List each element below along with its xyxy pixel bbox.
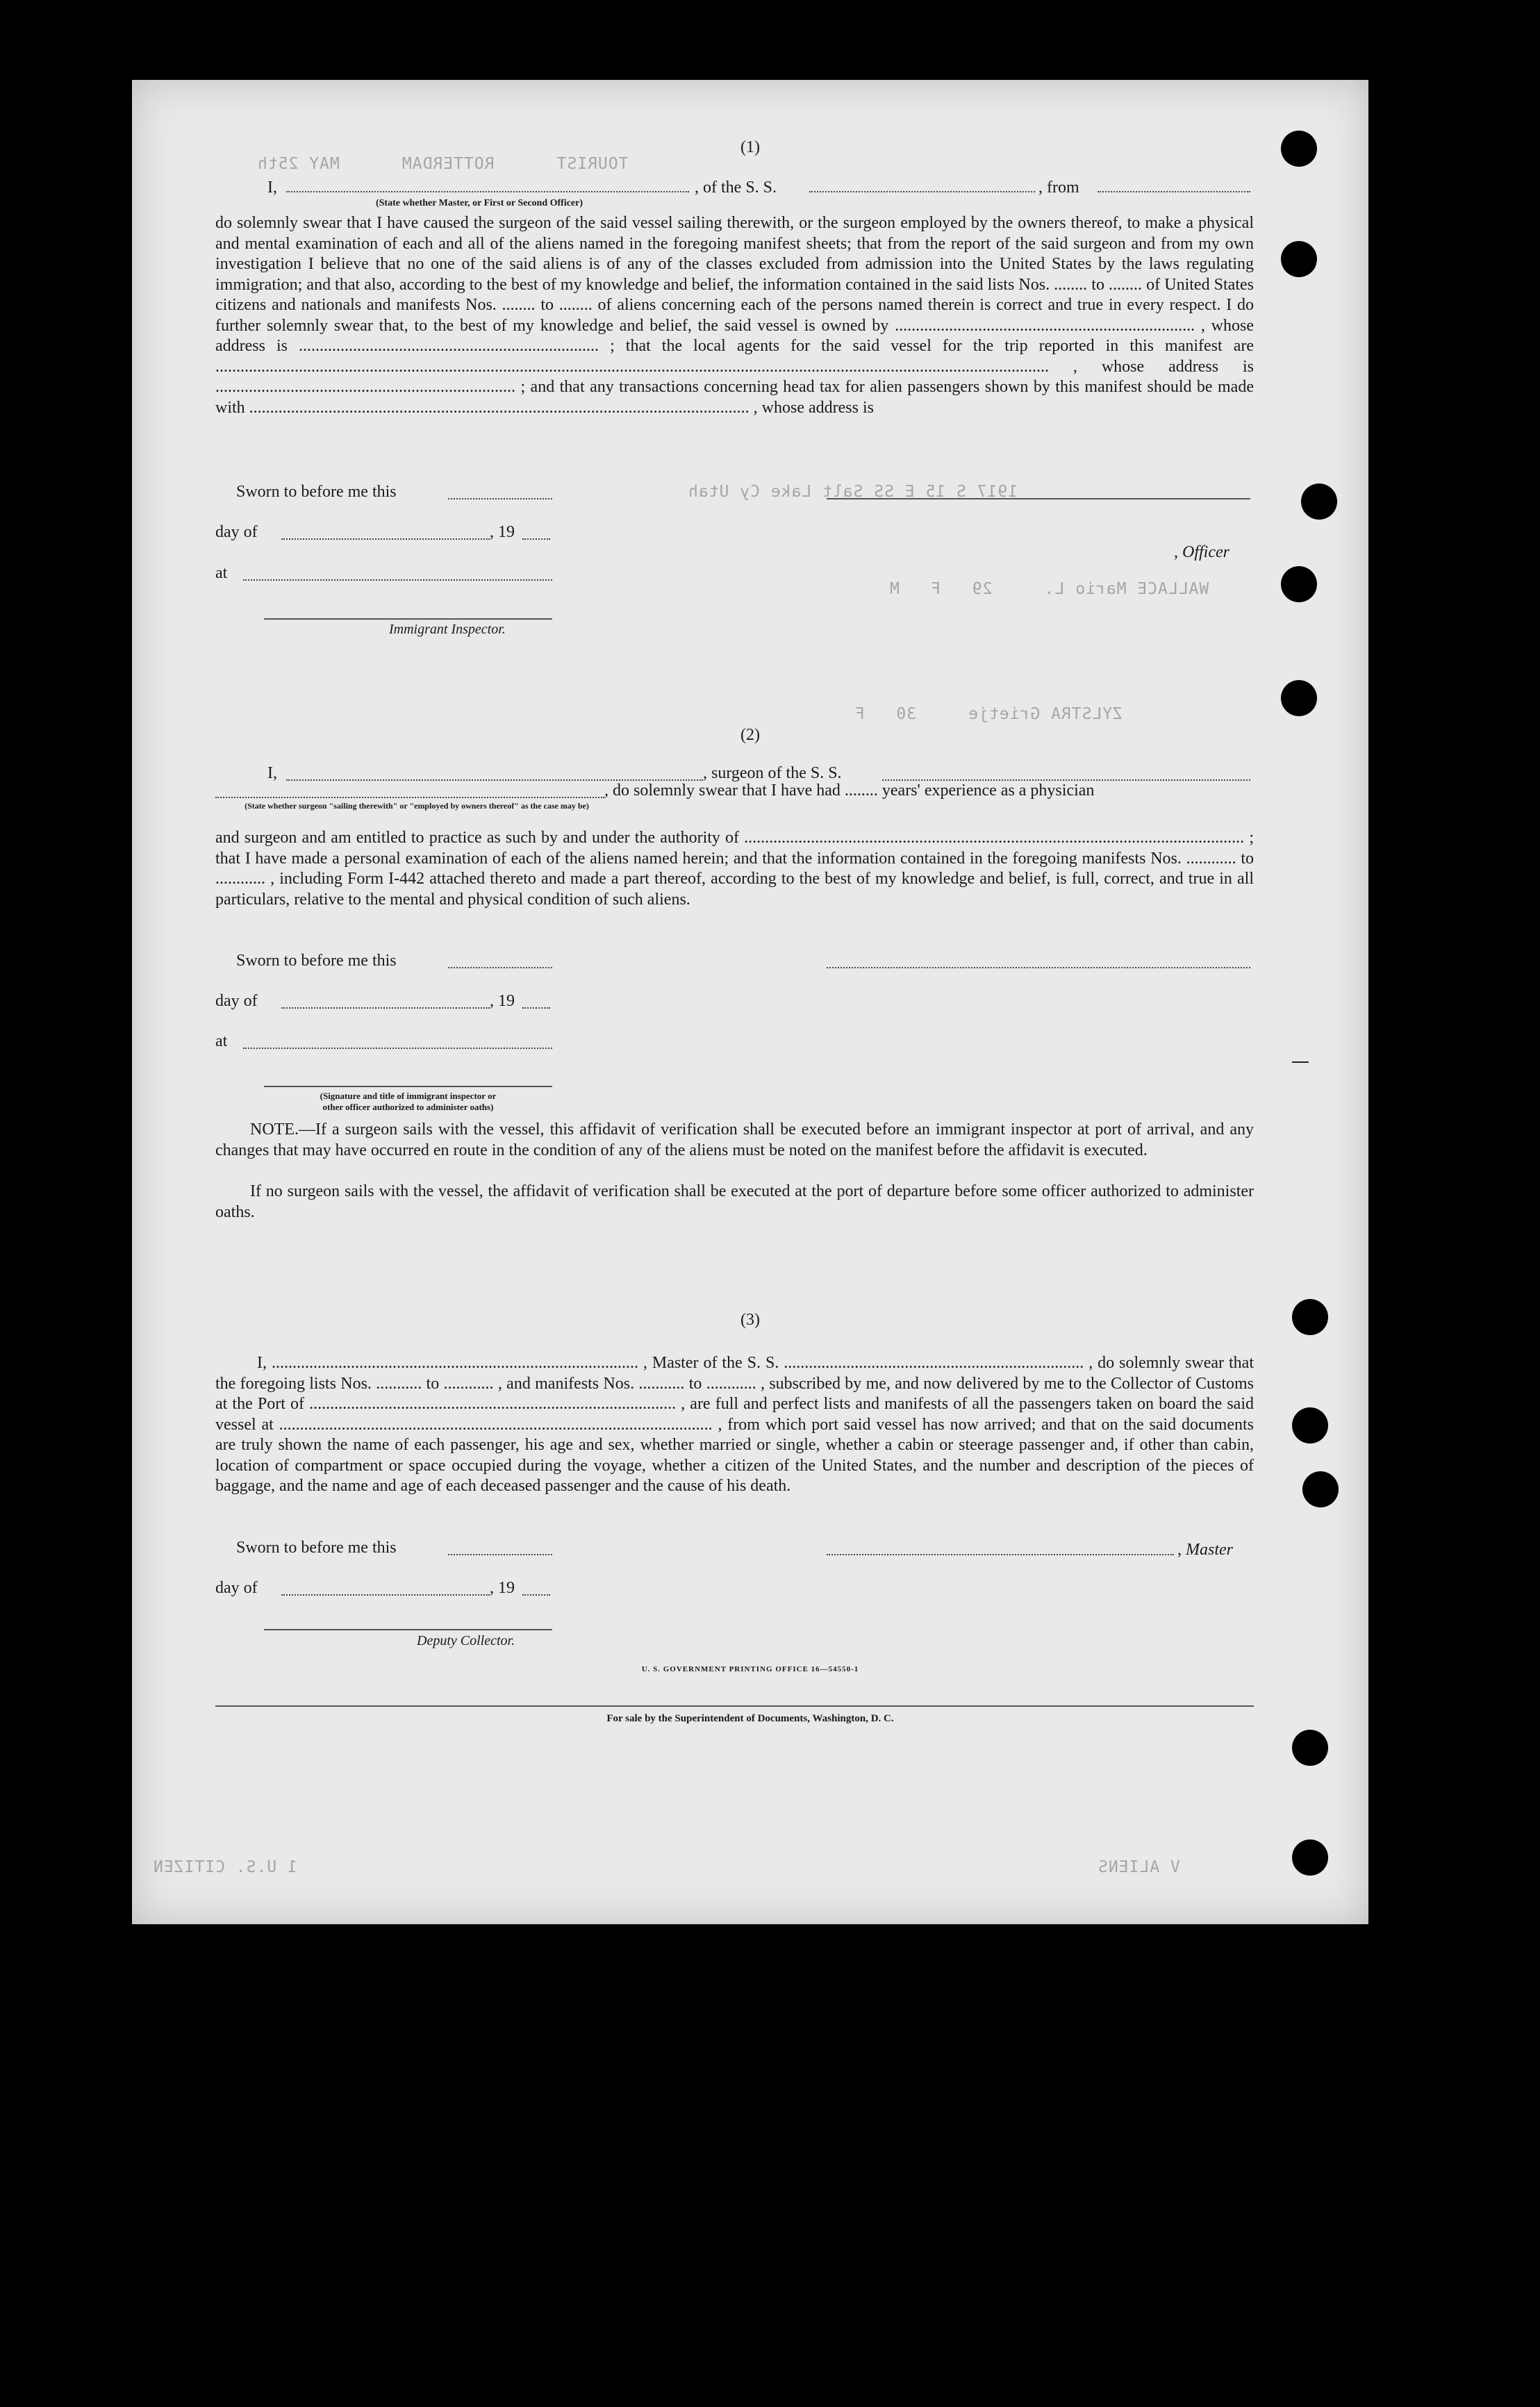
surgeon-name-line[interactable] bbox=[286, 767, 703, 781]
section-2-sworn-label: Sworn to before me this bbox=[236, 952, 397, 970]
binder-hole bbox=[1281, 131, 1317, 167]
of-the-ss-label: , of the S. S. bbox=[695, 179, 777, 197]
section-2-at-line[interactable] bbox=[243, 1035, 552, 1049]
footer-rule bbox=[215, 1705, 1254, 1707]
section-3-sworn-line[interactable] bbox=[448, 1541, 552, 1555]
binder-hole bbox=[1281, 566, 1317, 602]
section-1-oath-text: do solemnly swear that I have caused the surgeon of the said vessel sailing therewith, or the surgeon employed by the owners thereof, to make a physical and mental examination of each and all of the aliens named in the foregoing manifest sheets; that from the report of the said surgeon and from my own investigation I believe that no one of the said aliens is of any of the classes excluded from admission into the United States by the laws regulating immigration; and that also, according to the best of my knowledge and belief, the information contained in the said lists Nos. ........ to ........ of United States citizens and nationals and manifests Nos. ........ to ........ of aliens concerning each of the persons named therein is correct and true in every respect. I do further solemnly swear that, to the best of my knowledge and belief, the said vessel is owned by ........................................................................ , whose address is ........................................................................ ; that the local agents for the said vessel for the trip reported in this manifest are ........................................................................................................................................................................................................ , whose address is ........................................................................ ; and that any transactions concerning head tax for alien passengers shown by this manifest should be made with ........................................................................................................................ , whose address is bbox=[215, 214, 1254, 417]
section-3-year-line[interactable] bbox=[522, 1582, 550, 1596]
master-label: , Master bbox=[1177, 1541, 1233, 1559]
note-paragraph-1: NOTE.—If a surgeon sails with the vessel, this affidavit of verification shall be executed before an immigrant inspector at port of arrival, and any changes that may have occurred en route in the condition of any of the aliens must be noted on the manifest before the affidavit is executed. bbox=[215, 1120, 1254, 1159]
bleed-through-1: TOURIST ROTTERDAM MAY 25th bbox=[257, 155, 629, 173]
section-1-year-line[interactable] bbox=[522, 526, 550, 540]
officer-label: , Officer bbox=[1174, 543, 1229, 561]
section-1-at-line[interactable] bbox=[243, 567, 552, 581]
inspector-signature-line[interactable] bbox=[264, 618, 552, 620]
section-2-year-line[interactable] bbox=[522, 995, 550, 1009]
bleed-through-5: 1 U.S. CITIZEN bbox=[153, 1858, 297, 1876]
binder-hole bbox=[1302, 1471, 1339, 1507]
from-port-line[interactable] bbox=[1098, 179, 1250, 192]
binder-hole bbox=[1301, 483, 1337, 520]
section-1-day-of-label: day of bbox=[215, 523, 258, 541]
surgeon-signature-line[interactable] bbox=[827, 954, 1250, 968]
surgeon-vessel-line[interactable] bbox=[882, 767, 1250, 781]
section-2-sworn-line[interactable] bbox=[448, 954, 552, 968]
section-3-number: (3) bbox=[740, 1311, 760, 1329]
binder-hole bbox=[1281, 241, 1317, 277]
binder-hole bbox=[1281, 680, 1317, 716]
sig-caption-2: other officer authorized to administer oaths) bbox=[322, 1102, 494, 1112]
section-1-i-label: I, bbox=[267, 179, 277, 197]
bleed-through-3: WALLACE Mario L. 29 F M bbox=[889, 580, 1209, 598]
bleed-through-2: 1917 S 15 E SS Salt Lake Cy Utah bbox=[688, 483, 1018, 501]
sale-notice: For sale by the Superintendent of Documents, Washington, D. C. bbox=[606, 1713, 894, 1724]
manifest-sheet bbox=[132, 80, 1368, 1924]
deputy-label: Deputy Collector. bbox=[417, 1633, 515, 1648]
section-2-number: (2) bbox=[740, 726, 760, 744]
section-2-day-line[interactable] bbox=[281, 995, 490, 1009]
section-2-day-of-label: day of bbox=[215, 992, 258, 1010]
section-2-year: , 19 bbox=[490, 992, 515, 1010]
officer-caption: (State whether Master, or First or Second Officer) bbox=[375, 198, 583, 208]
section-3-day-of-label: day of bbox=[215, 1579, 258, 1597]
section-1-year: , 19 bbox=[490, 523, 515, 541]
section-3-day-line[interactable] bbox=[281, 1582, 490, 1596]
surgeon-status-line[interactable] bbox=[215, 784, 604, 798]
section-2-oath-text: and surgeon and am entitled to practice as such by and under the authority of ........................................................................................................................ ; that I have made a personal examination of each of the aliens named herein; and that the information contained in the foregoing manifests Nos. ............ to ............ , including Form I-442 attached thereto and made a part thereof, according to the best of my knowledge and belief, is full, correct, and true in all particulars, relative to the mental and physical condition of such aliens. bbox=[215, 829, 1254, 909]
surgeon-caption: (State whether surgeon "sailing therewith" or "employed by owners thereof" as the case may be) bbox=[245, 801, 589, 811]
master-signature-line[interactable] bbox=[827, 1541, 1174, 1555]
vessel-name-line[interactable] bbox=[809, 179, 1035, 192]
surgeon-experience-label: , do solemnly swear that I have had ........ years' experience as a physician bbox=[604, 781, 1095, 800]
bleed-through-4: ZYLSTRA Grietje 30 F bbox=[854, 705, 1123, 723]
section-1-at-label: at bbox=[215, 564, 228, 582]
section-2-i-label: I, bbox=[267, 764, 277, 782]
binder-hole bbox=[1292, 1730, 1328, 1766]
note-paragraph-2: If no surgeon sails with the vessel, the affidavit of verification shall be executed at the port of departure before some officer authorized to administer oaths. bbox=[215, 1182, 1254, 1221]
section-1-day-line[interactable] bbox=[281, 526, 490, 540]
section-2-at-label: at bbox=[215, 1032, 228, 1050]
section-3-sworn-label: Sworn to before me this bbox=[236, 1539, 397, 1557]
section-1-sworn-line[interactable] bbox=[448, 486, 552, 499]
surgeon-of-label: , surgeon of the S. S. bbox=[703, 764, 842, 782]
officer-signature-line[interactable] bbox=[827, 498, 1250, 499]
binder-hole bbox=[1292, 1299, 1328, 1335]
section-1-number: (1) bbox=[740, 138, 760, 156]
margin-dash bbox=[1292, 1061, 1309, 1063]
bleed-through-6: V ALIENS bbox=[1098, 1858, 1180, 1876]
section-3-oath-text: I, ........................................................................................ , Master of the S. S. ........................................................................ , do solemnly swear that the foregoing lists Nos. ........... to ............ , and manifests Nos. ........... to ............ , subscribed by me, and now delivered by me to the Collector of Customs at the Port of ........................................................................................ , are full and perfect lists and manifests of all the passengers taken on board the said vessel at ........................................................................................................ , from which port said vessel has now arrived; and that on the said documents are truly shown the name of each passenger, his age and sex, whether married or single, whether a cabin or steerage passenger and, if other than cabin, location of compartment or space occupied during the voyage, whether a citizen of the United States, and the number and description of the pieces of baggage, and the name and age of each deceased passenger and the cause of his death. bbox=[215, 1354, 1254, 1495]
printing-office-line: U. S. GOVERNMENT PRINTING OFFICE 16—54550-1 bbox=[641, 1665, 859, 1673]
sig-caption-1: (Signature and title of immigrant inspector or bbox=[320, 1091, 497, 1101]
binder-hole bbox=[1292, 1839, 1328, 1876]
section-2-signature-line[interactable] bbox=[264, 1086, 552, 1087]
deputy-signature-line[interactable] bbox=[264, 1629, 552, 1630]
officer-name-line[interactable] bbox=[286, 179, 689, 192]
section-3-year: , 19 bbox=[490, 1579, 515, 1597]
inspector-label: Immigrant Inspector. bbox=[389, 622, 506, 637]
binder-hole bbox=[1292, 1407, 1328, 1444]
from-label: , from bbox=[1038, 179, 1079, 197]
section-1-sworn-label: Sworn to before me this bbox=[236, 483, 397, 501]
